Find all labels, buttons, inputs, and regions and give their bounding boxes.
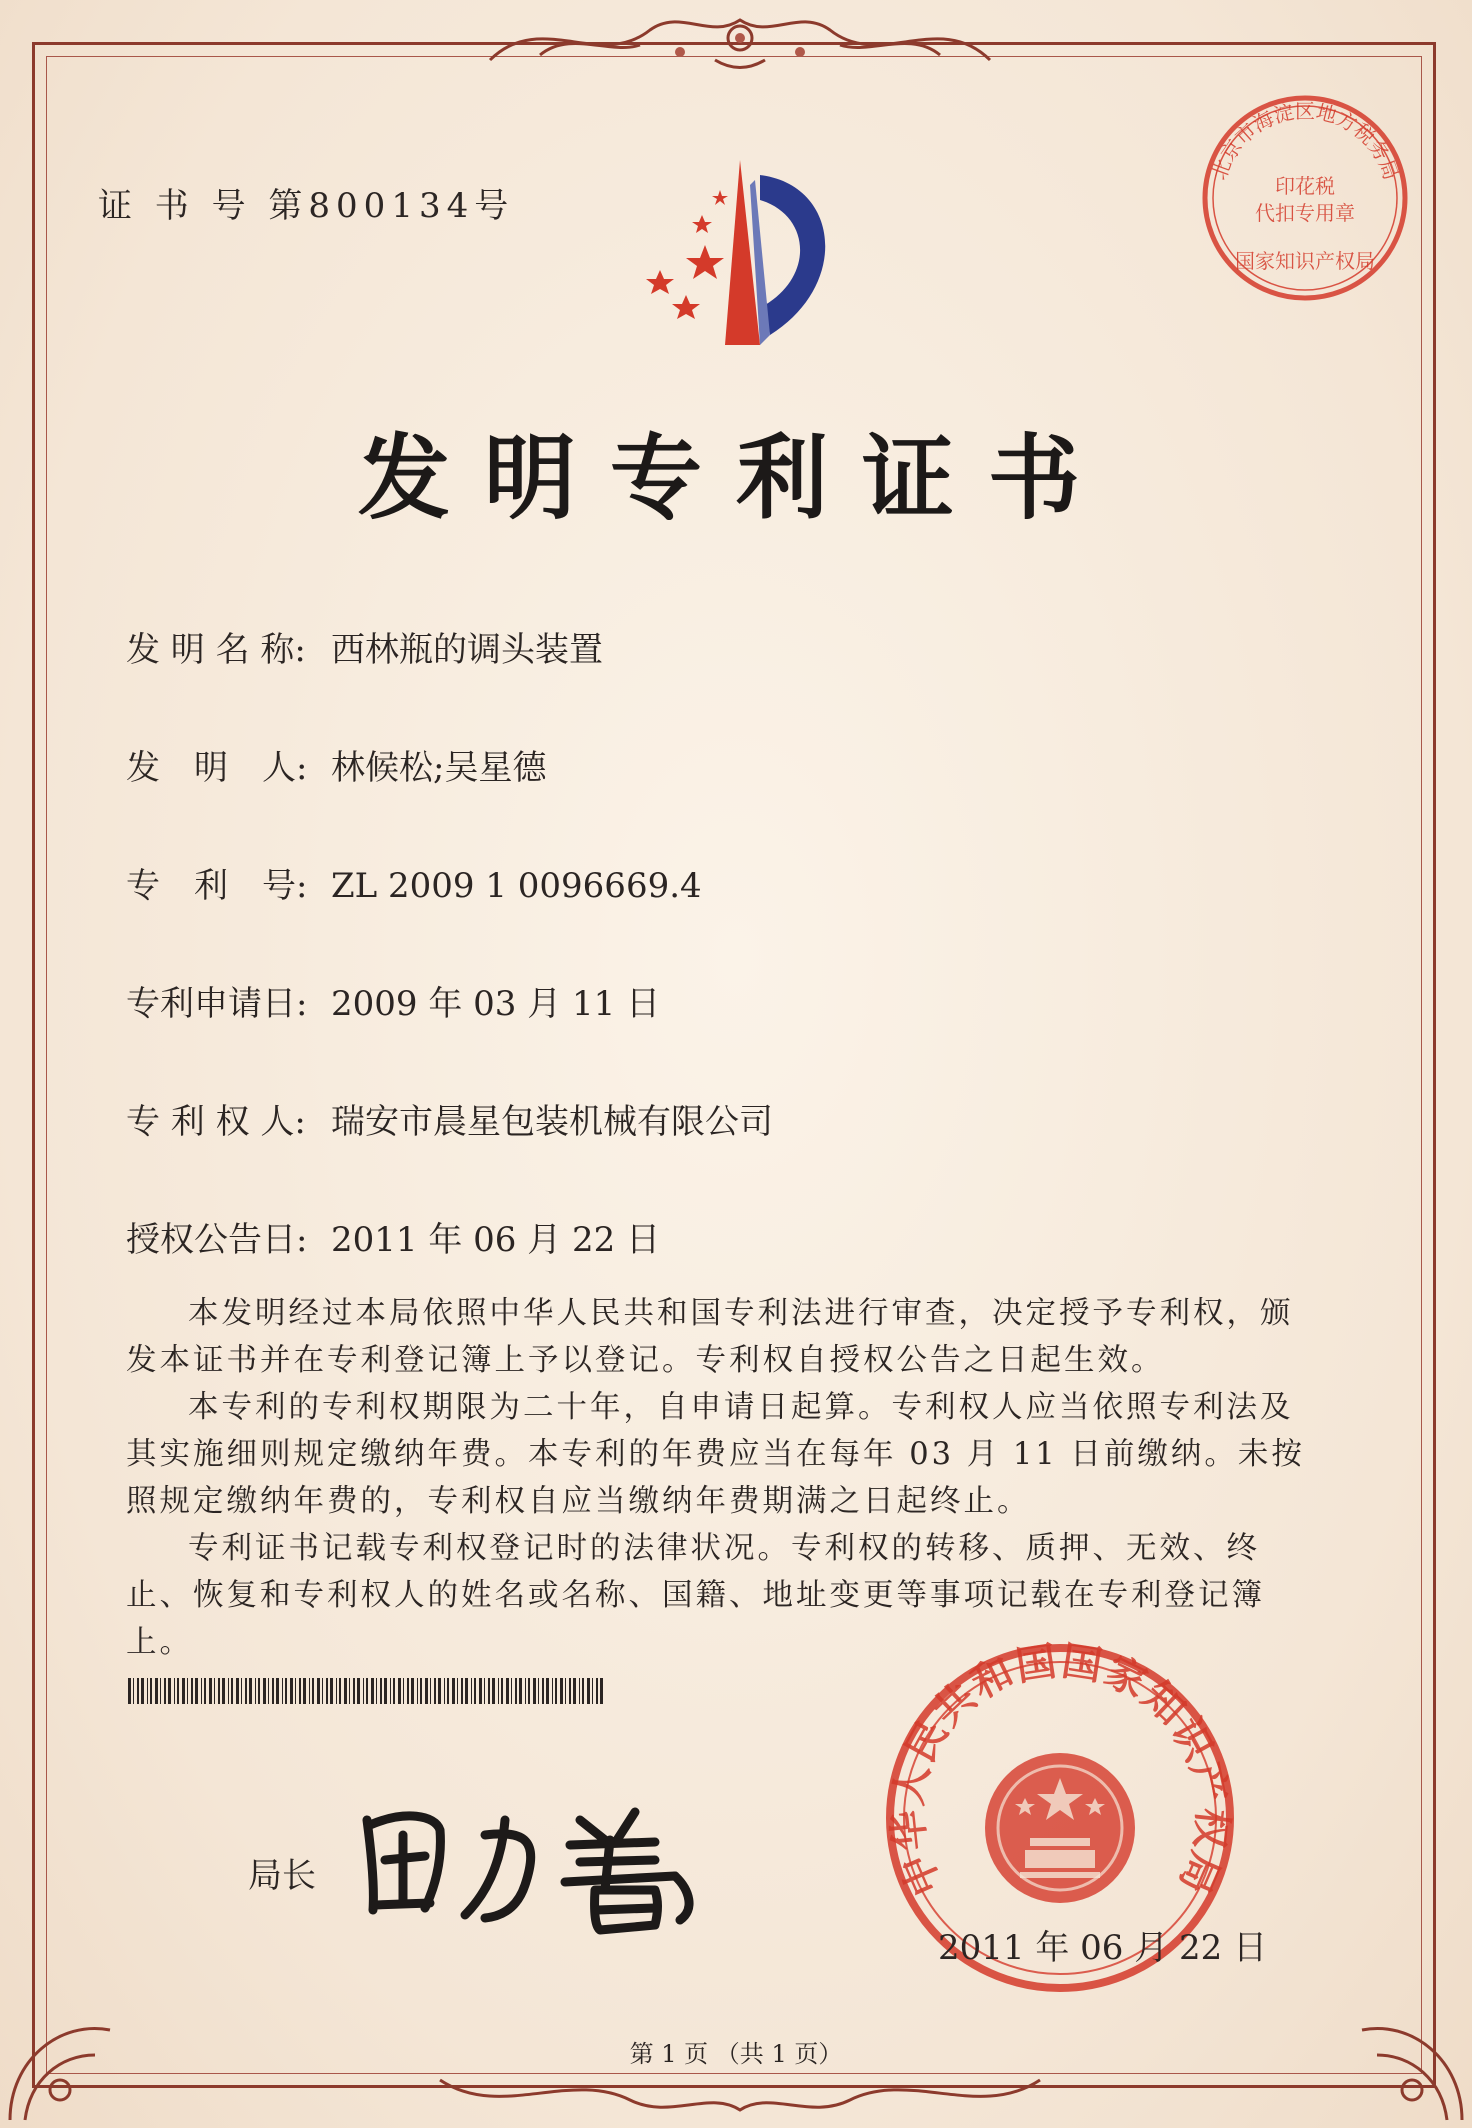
field-value: ZL 2009 1 0096669.4 [331, 866, 702, 906]
field-label: 授权公告日: [126, 1220, 308, 1260]
body-paragraph: 本发明经过本局依照中华人民共和国专利法进行审查，决定授予专利权，颁发本证书并在专利登记簿上予以登记。专利权自授权公告之日起生效。 [126, 1296, 1294, 1378]
field-patent-number [126, 858, 702, 907]
tax-seal-line2: 代扣专用章 [1255, 201, 1355, 225]
top-ornament [480, 0, 1000, 80]
field-value: 2009 年 03 月 11 日 [331, 984, 661, 1024]
director-label: 局长 [248, 1856, 316, 1896]
patent-office-emblem [610, 155, 870, 355]
certificate-title: 发明专利证书 [357, 424, 1114, 532]
field-label: 专 利 权 人: [126, 1102, 306, 1142]
field-value: 西林瓶的调头装置 [331, 630, 603, 670]
field-inventors [126, 740, 546, 789]
field-grant-date [126, 1212, 660, 1261]
certificate-number: 证 书 号 第800134号 [98, 186, 515, 226]
field-label: 专 利 号: [126, 866, 308, 906]
field-value: 2011 年 06 月 22 日 [331, 1220, 661, 1260]
svg-text:北京市海淀区地方税务局 [1207, 99, 1404, 183]
field-label: 专利申请日: [126, 984, 308, 1024]
field-value: 林候松;吴星德 [331, 748, 547, 788]
barcode [128, 1678, 608, 1704]
tax-stamp-seal [1195, 88, 1415, 308]
field-invention-name [126, 622, 603, 671]
bottom-ornament [430, 2070, 1050, 2128]
body-paragraph: 专利证书记载专利权登记时的法律状况。专利权的转移、质押、无效、终止、恢复和专利权人的姓名或名称、国籍、地址变更等事项记载在专利登记簿上。 [126, 1531, 1265, 1660]
seal-arc-text: 中华人民共和国国家知识产权局 [883, 1638, 1237, 1903]
field-label: 发 明 人: [126, 748, 308, 788]
field-application-date [126, 976, 660, 1025]
director-signature [355, 1790, 715, 1940]
body-paragraph: 本专利的专利权期限为二十年，自申请日起算。专利权人应当依照专利法及其实施细则规定缴纳年费。本专利的年费应当在每年 03 月 11 日前缴纳。未按照规定缴纳年费的，专利权自应当缴纳年费期满之日起终止。 [126, 1390, 1305, 1519]
field-label: 发 明 名 称: [126, 630, 306, 670]
field-patentee [126, 1094, 773, 1143]
tax-seal-arc-text: 北京市海淀区地方税务局 [1206, 98, 1404, 184]
issue-date: 2011 年 06 月 22 日 [938, 1928, 1268, 1968]
page-number: 第 1 页 （共 1 页） [629, 2040, 843, 2068]
field-value: 瑞安市晨星包装机械有限公司 [331, 1102, 773, 1142]
tax-seal-bottom: 国家知识产权局 [1235, 249, 1375, 273]
certificate-body [126, 1290, 1326, 1666]
tax-seal-line1: 印花税 [1275, 174, 1335, 198]
